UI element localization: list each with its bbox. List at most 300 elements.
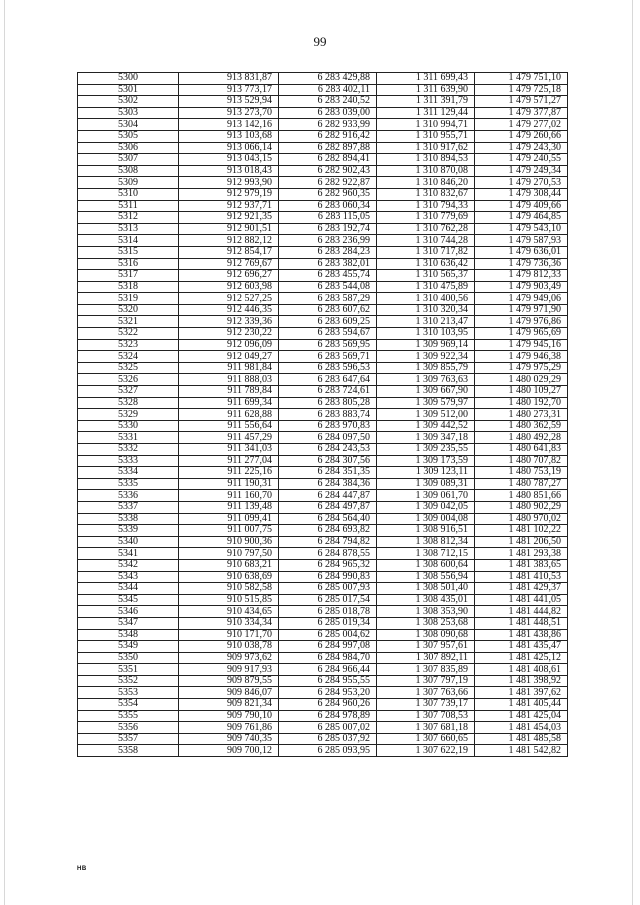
y2-cell: 1 480 902,29 [475, 501, 568, 513]
point-number-cell: 5356 [78, 722, 179, 734]
point-number-cell: 5302 [78, 96, 179, 108]
y1-cell: 6 285 007,02 [279, 722, 377, 734]
y2-cell: 1 479 277,02 [475, 119, 568, 131]
y2-cell: 1 481 405,44 [475, 699, 568, 711]
x2-cell: 1 310 994,71 [377, 119, 475, 131]
x2-cell: 1 309 089,31 [377, 478, 475, 490]
y2-cell: 1 479 464,85 [475, 212, 568, 224]
x2-cell: 1 311 639,90 [377, 84, 475, 96]
y1-cell: 6 282 922,87 [279, 177, 377, 189]
point-number-cell: 5301 [78, 84, 179, 96]
table-row [78, 235, 568, 247]
point-number-cell: 5303 [78, 107, 179, 119]
y2-cell: 1 480 362,59 [475, 420, 568, 432]
table-row [78, 490, 568, 502]
point-number-cell: 5350 [78, 652, 179, 664]
point-number-cell: 5335 [78, 478, 179, 490]
x1-cell: 909 700,12 [179, 745, 279, 757]
y2-cell: 1 479 976,86 [475, 316, 568, 328]
table-row [78, 281, 568, 293]
point-number-cell: 5325 [78, 362, 179, 374]
footer-code: HB [77, 866, 87, 872]
point-number-cell: 5332 [78, 444, 179, 456]
y1-cell: 6 283 970,83 [279, 420, 377, 432]
table-row [78, 699, 568, 711]
y2-cell: 1 480 492,28 [475, 432, 568, 444]
y1-cell: 6 285 018,78 [279, 606, 377, 618]
y1-cell: 6 283 429,88 [279, 73, 377, 85]
table-row [78, 119, 568, 131]
x2-cell: 1 309 855,79 [377, 362, 475, 374]
table-row [78, 652, 568, 664]
y1-cell: 6 283 544,08 [279, 281, 377, 293]
y2-cell: 1 480 787,27 [475, 478, 568, 490]
y2-cell: 1 481 444,82 [475, 606, 568, 618]
x2-cell: 1 309 123,11 [377, 467, 475, 479]
y2-cell: 1 481 441,05 [475, 594, 568, 606]
y2-cell: 1 479 636,01 [475, 246, 568, 258]
y1-cell: 6 284 693,82 [279, 525, 377, 537]
point-number-cell: 5334 [78, 467, 179, 479]
x1-cell: 909 740,35 [179, 733, 279, 745]
table-row [78, 316, 568, 328]
x1-cell: 911 277,04 [179, 455, 279, 467]
x1-cell: 912 527,25 [179, 293, 279, 305]
x2-cell: 1 311 129,44 [377, 107, 475, 119]
x1-cell: 910 582,58 [179, 583, 279, 595]
x1-cell: 909 846,07 [179, 687, 279, 699]
x2-cell: 1 307 708,53 [377, 710, 475, 722]
table-row [78, 212, 568, 224]
page-number: 99 [313, 34, 327, 49]
point-number-cell: 5307 [78, 154, 179, 166]
y2-cell: 1 479 945,16 [475, 339, 568, 351]
y1-cell: 6 284 497,87 [279, 501, 377, 513]
table-row [78, 386, 568, 398]
y1-cell: 6 284 097,50 [279, 432, 377, 444]
x2-cell: 1 309 042,05 [377, 501, 475, 513]
table-row [78, 107, 568, 119]
y2-cell: 1 481 454,03 [475, 722, 568, 734]
point-number-cell: 5326 [78, 374, 179, 386]
point-number-cell: 5354 [78, 699, 179, 711]
table-row [78, 73, 568, 85]
y1-cell: 6 282 894,41 [279, 154, 377, 166]
point-number-cell: 5321 [78, 316, 179, 328]
point-number-cell: 5342 [78, 559, 179, 571]
table-row [78, 246, 568, 258]
table-row [78, 154, 568, 166]
y1-cell: 6 283 060,34 [279, 200, 377, 212]
x2-cell: 1 310 870,08 [377, 165, 475, 177]
x1-cell: 911 190,31 [179, 478, 279, 490]
table-row [78, 583, 568, 595]
table-row [78, 409, 568, 421]
table-row [78, 571, 568, 583]
x1-cell: 911 628,88 [179, 409, 279, 421]
point-number-cell: 5346 [78, 606, 179, 618]
table-row [78, 223, 568, 235]
x1-cell: 911 139,48 [179, 501, 279, 513]
y2-cell: 1 481 435,47 [475, 641, 568, 653]
x2-cell: 1 308 712,15 [377, 548, 475, 560]
x1-cell: 912 696,27 [179, 270, 279, 282]
x2-cell: 1 307 892,11 [377, 652, 475, 664]
scan-edge-left [4, 0, 5, 905]
point-number-cell: 5310 [78, 188, 179, 200]
x1-cell: 910 038,78 [179, 641, 279, 653]
point-number-cell: 5339 [78, 525, 179, 537]
x1-cell: 910 434,65 [179, 606, 279, 618]
y2-cell: 1 479 736,36 [475, 258, 568, 270]
x1-cell: 910 638,69 [179, 571, 279, 583]
point-number-cell: 5340 [78, 536, 179, 548]
x2-cell: 1 307 681,18 [377, 722, 475, 734]
y1-cell: 6 284 564,40 [279, 513, 377, 525]
x2-cell: 1 310 917,62 [377, 142, 475, 154]
x1-cell: 913 529,94 [179, 96, 279, 108]
table-row [78, 130, 568, 142]
x1-cell: 909 973,62 [179, 652, 279, 664]
point-number-cell: 5324 [78, 351, 179, 363]
point-number-cell: 5344 [78, 583, 179, 595]
table-row [78, 304, 568, 316]
y1-cell: 6 285 019,34 [279, 617, 377, 629]
y2-cell: 1 479 243,30 [475, 142, 568, 154]
y1-cell: 6 284 990,83 [279, 571, 377, 583]
table-row [78, 177, 568, 189]
x1-cell: 912 882,12 [179, 235, 279, 247]
point-number-cell: 5351 [78, 664, 179, 676]
y2-cell: 1 480 029,29 [475, 374, 568, 386]
x2-cell: 1 308 812,34 [377, 536, 475, 548]
x1-cell: 913 273,70 [179, 107, 279, 119]
x2-cell: 1 310 400,56 [377, 293, 475, 305]
x1-cell: 913 066,14 [179, 142, 279, 154]
point-number-cell: 5315 [78, 246, 179, 258]
x2-cell: 1 309 442,52 [377, 420, 475, 432]
point-number-cell: 5352 [78, 675, 179, 687]
table-row [78, 351, 568, 363]
x1-cell: 909 790,10 [179, 710, 279, 722]
x1-cell: 912 854,17 [179, 246, 279, 258]
x2-cell: 1 307 763,66 [377, 687, 475, 699]
point-number-cell: 5355 [78, 710, 179, 722]
y2-cell: 1 479 946,38 [475, 351, 568, 363]
table-row [78, 142, 568, 154]
point-number-cell: 5308 [78, 165, 179, 177]
table-row [78, 501, 568, 513]
y1-cell: 6 284 307,56 [279, 455, 377, 467]
y2-cell: 1 481 398,92 [475, 675, 568, 687]
y1-cell: 6 283 236,99 [279, 235, 377, 247]
x2-cell: 1 310 636,42 [377, 258, 475, 270]
y2-cell: 1 479 270,53 [475, 177, 568, 189]
y1-cell: 6 284 997,08 [279, 641, 377, 653]
table-row [78, 270, 568, 282]
x1-cell: 911 341,03 [179, 444, 279, 456]
x1-cell: 912 921,35 [179, 212, 279, 224]
x2-cell: 1 309 061,70 [377, 490, 475, 502]
x1-cell: 912 769,67 [179, 258, 279, 270]
x1-cell: 912 993,90 [179, 177, 279, 189]
table-row [78, 594, 568, 606]
x2-cell: 1 309 922,34 [377, 351, 475, 363]
table-row [78, 559, 568, 571]
y1-cell: 6 285 017,54 [279, 594, 377, 606]
x2-cell: 1 310 213,47 [377, 316, 475, 328]
y2-cell: 1 480 273,31 [475, 409, 568, 421]
x1-cell: 910 515,85 [179, 594, 279, 606]
y2-cell: 1 481 397,62 [475, 687, 568, 699]
point-number-cell: 5306 [78, 142, 179, 154]
y2-cell: 1 480 192,70 [475, 397, 568, 409]
y1-cell: 6 283 455,74 [279, 270, 377, 282]
x2-cell: 1 310 320,34 [377, 304, 475, 316]
x1-cell: 912 603,98 [179, 281, 279, 293]
point-number-cell: 5358 [78, 745, 179, 757]
x2-cell: 1 310 779,69 [377, 212, 475, 224]
x1-cell: 913 142,16 [179, 119, 279, 131]
x2-cell: 1 311 391,79 [377, 96, 475, 108]
y1-cell: 6 284 966,44 [279, 664, 377, 676]
point-number-cell: 5305 [78, 130, 179, 142]
x1-cell: 913 831,87 [179, 73, 279, 85]
table-row [78, 432, 568, 444]
y1-cell: 6 284 960,26 [279, 699, 377, 711]
x1-cell: 913 103,68 [179, 130, 279, 142]
y1-cell: 6 283 587,29 [279, 293, 377, 305]
x2-cell: 1 308 353,90 [377, 606, 475, 618]
x2-cell: 1 308 253,68 [377, 617, 475, 629]
x2-cell: 1 307 957,61 [377, 641, 475, 653]
table-row [78, 745, 568, 757]
y2-cell: 1 481 383,65 [475, 559, 568, 571]
y2-cell: 1 481 425,12 [475, 652, 568, 664]
y1-cell: 6 284 955,55 [279, 675, 377, 687]
point-number-cell: 5331 [78, 432, 179, 444]
x1-cell: 909 879,55 [179, 675, 279, 687]
y1-cell: 6 284 965,32 [279, 559, 377, 571]
x1-cell: 912 049,27 [179, 351, 279, 363]
y2-cell: 1 481 102,22 [475, 525, 568, 537]
x1-cell: 911 099,41 [179, 513, 279, 525]
y1-cell: 6 283 382,01 [279, 258, 377, 270]
table-row [78, 444, 568, 456]
y2-cell: 1 479 587,93 [475, 235, 568, 247]
point-number-cell: 5323 [78, 339, 179, 351]
table-row [78, 525, 568, 537]
x2-cell: 1 311 699,43 [377, 73, 475, 85]
x2-cell: 1 308 916,51 [377, 525, 475, 537]
x2-cell: 1 308 556,94 [377, 571, 475, 583]
y1-cell: 6 283 569,95 [279, 339, 377, 351]
y1-cell: 6 285 004,62 [279, 629, 377, 641]
x2-cell: 1 307 739,17 [377, 699, 475, 711]
table-row [78, 710, 568, 722]
point-number-cell: 5314 [78, 235, 179, 247]
y2-cell: 1 481 429,37 [475, 583, 568, 595]
y2-cell: 1 479 260,66 [475, 130, 568, 142]
point-number-cell: 5349 [78, 641, 179, 653]
table-row [78, 733, 568, 745]
x2-cell: 1 309 004,08 [377, 513, 475, 525]
y2-cell: 1 479 377,87 [475, 107, 568, 119]
point-number-cell: 5319 [78, 293, 179, 305]
y2-cell: 1 481 410,53 [475, 571, 568, 583]
x2-cell: 1 310 565,37 [377, 270, 475, 282]
y2-cell: 1 479 571,27 [475, 96, 568, 108]
x1-cell: 912 230,22 [179, 328, 279, 340]
x2-cell: 1 307 835,89 [377, 664, 475, 676]
x1-cell: 911 160,70 [179, 490, 279, 502]
y2-cell: 1 479 240,55 [475, 154, 568, 166]
point-number-cell: 5322 [78, 328, 179, 340]
y2-cell: 1 480 641,83 [475, 444, 568, 456]
table-row [78, 617, 568, 629]
x1-cell: 911 888,03 [179, 374, 279, 386]
table-row [78, 188, 568, 200]
point-number-cell: 5348 [78, 629, 179, 641]
point-number-cell: 5304 [78, 119, 179, 131]
y1-cell: 6 284 384,36 [279, 478, 377, 490]
y2-cell: 1 479 903,49 [475, 281, 568, 293]
x1-cell: 911 556,64 [179, 420, 279, 432]
x2-cell: 1 308 090,68 [377, 629, 475, 641]
y1-cell: 6 283 594,67 [279, 328, 377, 340]
point-number-cell: 5347 [78, 617, 179, 629]
point-number-cell: 5338 [78, 513, 179, 525]
y1-cell: 6 283 402,11 [279, 84, 377, 96]
table-row [78, 629, 568, 641]
table-row [78, 328, 568, 340]
y2-cell: 1 479 543,10 [475, 223, 568, 235]
y2-cell: 1 480 851,66 [475, 490, 568, 502]
x2-cell: 1 308 600,64 [377, 559, 475, 571]
y2-cell: 1 480 753,19 [475, 467, 568, 479]
point-number-cell: 5318 [78, 281, 179, 293]
y2-cell: 1 481 438,86 [475, 629, 568, 641]
point-number-cell: 5329 [78, 409, 179, 421]
point-number-cell: 5341 [78, 548, 179, 560]
table-row [78, 96, 568, 108]
table-row [78, 165, 568, 177]
y2-cell: 1 479 975,29 [475, 362, 568, 374]
y2-cell: 1 481 408,61 [475, 664, 568, 676]
y2-cell: 1 480 970,02 [475, 513, 568, 525]
y2-cell: 1 481 485,58 [475, 733, 568, 745]
x2-cell: 1 308 501,40 [377, 583, 475, 595]
y2-cell: 1 479 249,34 [475, 165, 568, 177]
x1-cell: 910 683,21 [179, 559, 279, 571]
point-number-cell: 5327 [78, 386, 179, 398]
y2-cell: 1 479 725,18 [475, 84, 568, 96]
x1-cell: 909 821,34 [179, 699, 279, 711]
y1-cell: 6 285 093,95 [279, 745, 377, 757]
x1-cell: 912 446,35 [179, 304, 279, 316]
x2-cell: 1 309 579,97 [377, 397, 475, 409]
x1-cell: 912 901,51 [179, 223, 279, 235]
x1-cell: 913 773,17 [179, 84, 279, 96]
x2-cell: 1 310 794,33 [377, 200, 475, 212]
x2-cell: 1 309 512,00 [377, 409, 475, 421]
x2-cell: 1 307 660,65 [377, 733, 475, 745]
table-row [78, 536, 568, 548]
y2-cell: 1 480 707,82 [475, 455, 568, 467]
point-number-cell: 5311 [78, 200, 179, 212]
y1-cell: 6 283 569,71 [279, 351, 377, 363]
x2-cell: 1 307 797,19 [377, 675, 475, 687]
x1-cell: 912 937,71 [179, 200, 279, 212]
y1-cell: 6 283 609,25 [279, 316, 377, 328]
point-number-cell: 5313 [78, 223, 179, 235]
table-row [78, 513, 568, 525]
point-number-cell: 5337 [78, 501, 179, 513]
x2-cell: 1 309 235,55 [377, 444, 475, 456]
x1-cell: 911 789,84 [179, 386, 279, 398]
x1-cell: 909 917,93 [179, 664, 279, 676]
coordinates-table-body [78, 73, 568, 757]
x2-cell: 1 310 832,67 [377, 188, 475, 200]
point-number-cell: 5309 [78, 177, 179, 189]
x1-cell: 911 457,29 [179, 432, 279, 444]
point-number-cell: 5343 [78, 571, 179, 583]
x2-cell: 1 309 667,90 [377, 386, 475, 398]
table-row [78, 687, 568, 699]
x1-cell: 911 981,84 [179, 362, 279, 374]
x2-cell: 1 309 173,59 [377, 455, 475, 467]
table-row [78, 374, 568, 386]
y2-cell: 1 481 293,38 [475, 548, 568, 560]
x1-cell: 910 171,70 [179, 629, 279, 641]
x1-cell: 911 007,75 [179, 525, 279, 537]
table-row [78, 420, 568, 432]
x1-cell: 913 018,43 [179, 165, 279, 177]
y1-cell: 6 282 902,43 [279, 165, 377, 177]
y1-cell: 6 283 883,74 [279, 409, 377, 421]
point-number-cell: 5316 [78, 258, 179, 270]
table-row [78, 84, 568, 96]
y2-cell: 1 479 751,10 [475, 73, 568, 85]
y1-cell: 6 284 953,20 [279, 687, 377, 699]
point-number-cell: 5317 [78, 270, 179, 282]
y2-cell: 1 479 812,33 [475, 270, 568, 282]
y1-cell: 6 284 351,35 [279, 467, 377, 479]
scan-edge-right [632, 0, 633, 905]
table-row [78, 478, 568, 490]
y2-cell: 1 479 965,69 [475, 328, 568, 340]
point-number-cell: 5345 [78, 594, 179, 606]
y1-cell: 6 282 960,35 [279, 188, 377, 200]
y2-cell: 1 481 448,51 [475, 617, 568, 629]
x1-cell: 912 096,09 [179, 339, 279, 351]
table-row [78, 397, 568, 409]
y1-cell: 6 285 037,92 [279, 733, 377, 745]
table-row [78, 467, 568, 479]
x1-cell: 909 761,86 [179, 722, 279, 734]
y1-cell: 6 284 978,89 [279, 710, 377, 722]
y2-cell: 1 479 971,90 [475, 304, 568, 316]
x2-cell: 1 309 969,14 [377, 339, 475, 351]
table-row [78, 548, 568, 560]
table-row [78, 641, 568, 653]
y1-cell: 6 283 039,00 [279, 107, 377, 119]
point-number-cell: 5336 [78, 490, 179, 502]
x2-cell: 1 310 717,82 [377, 246, 475, 258]
y1-cell: 6 283 240,52 [279, 96, 377, 108]
point-number-cell: 5333 [78, 455, 179, 467]
y1-cell: 6 282 897,88 [279, 142, 377, 154]
